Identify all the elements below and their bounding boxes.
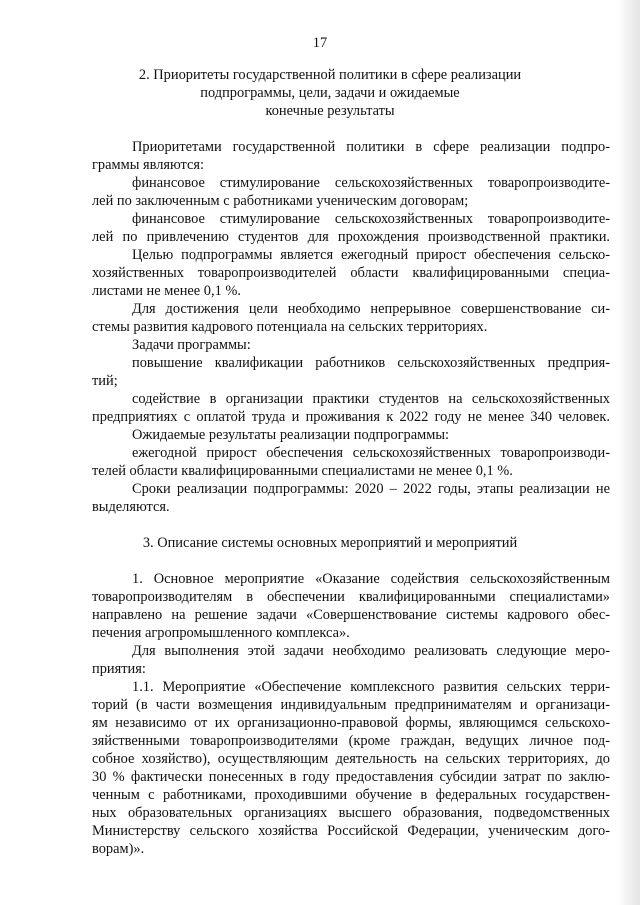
- page-number: 17: [312, 35, 328, 51]
- paragraph-line: ям независимо от их организационно-правовой формы, являющимся сельскохо-: [92, 715, 610, 731]
- paragraph-line: стемы развития кадрового потенциала на сельских территориях.: [92, 319, 488, 335]
- paragraph-line: собное хозяйство), осуществляющим деятельность на сельских территориях, до: [92, 751, 610, 767]
- paragraph-line: ченным с работниками, проходившими обучение в федеральных государствен-: [92, 787, 610, 803]
- paragraph-line: ных образовательных организациях высшего образования, подведомственных: [92, 805, 610, 821]
- paragraph-line: 30 % фактически понесенных в году предоставления субсидии затрат по заклю-: [92, 769, 610, 785]
- paragraph-line: финансовое стимулирование сельскохозяйственных товаропроизводите-: [132, 175, 610, 191]
- paragraph-line: ежегодной прирост обеспечения сельскохозяйственных товаропроизводи-: [132, 445, 610, 461]
- section-2-title-line-2: подпрограммы, цели, задачи и ожидаемые: [200, 85, 460, 101]
- paragraph-line: приятия:: [92, 661, 146, 677]
- paragraph-line: Для выполнения этой задачи необходимо реализовать следующие меро-: [132, 643, 610, 659]
- paragraph-line: товаропроизводителям в обеспечении квалифицированными специалистами»: [92, 589, 610, 605]
- paragraph-line: Задачи программы:: [132, 337, 251, 353]
- scan-edge-shadow: [618, 0, 640, 905]
- paragraph-line: Ожидаемые результаты реализации подпрограммы:: [132, 427, 450, 443]
- paragraph-line: предприятиях с оплатой труда и проживания к 2022 году не менее 340 человек.: [92, 409, 610, 425]
- section-2-title-line-3: конечные результаты: [265, 103, 395, 119]
- paragraph-line: граммы являются:: [92, 157, 205, 173]
- paragraph-line: финансовое стимулирование сельскохозяйственных товаропроизводите-: [132, 211, 610, 227]
- paragraph-line: Для достижения цели необходимо непрерывное совершенствование си-: [132, 301, 610, 317]
- section-3-title: 3. Описание системы основных мероприятий и мероприятий: [142, 535, 518, 551]
- paragraph-line: хозяйственных товаропроизводителей области квалифицированными специа-: [92, 265, 610, 281]
- section-2-title-line-1: 2. Приоритеты государственной политики в сфере реализации: [138, 67, 522, 83]
- paragraph-line: зяйственными товаропроизводителями (кроме граждан, ведущих личное под-: [92, 733, 610, 749]
- paragraph-line: Сроки реализации подпрограммы: 2020 – 2022 годы, этапы реализации не: [132, 481, 610, 497]
- paragraph-line: направлено на решение задачи «Совершенствование системы кадрового обес-: [92, 607, 610, 623]
- paragraph-line: 1. Основное мероприятие «Оказание содействия сельскохозяйственным: [132, 571, 610, 587]
- paragraph-line: 1.1. Мероприятие «Обеспечение комплексного развития сельских терри-: [132, 679, 610, 695]
- paragraph-line: телей области квалифицированными специалистами не менее 0,1 %.: [92, 463, 513, 479]
- paragraph-line: торий (в части возмещения индивидуальным предпринимателям и организаци-: [92, 697, 610, 713]
- paragraph-line: тий;: [92, 373, 118, 389]
- paragraph-line: лей по заключенным с работниками ученическим договорам;: [92, 193, 469, 209]
- paragraph-line: выделяются.: [92, 499, 170, 515]
- paragraph-line: ворам)».: [92, 841, 145, 857]
- paragraph-line: лей по привлечению студентов для прохождения производственной практики.: [92, 229, 610, 245]
- paragraph-line: Приоритетами государственной политики в сфере реализации подпро-: [132, 139, 610, 155]
- paragraph-line: Министерству сельского хозяйства Российской Федерации, ученическим дого-: [92, 823, 610, 839]
- paragraph-line: повышение квалификации работников сельскохозяйственных предприя-: [132, 355, 610, 371]
- paragraph-line: листами не менее 0,1 %.: [92, 283, 241, 299]
- paragraph-line: печения агропромышленного комплекса».: [92, 625, 350, 641]
- paragraph-line: Целью подпрограммы является ежегодный прирост обеспечения сельско-: [132, 247, 610, 263]
- paragraph-line: содействие в организации практики студентов на сельскохозяйственных: [132, 391, 610, 407]
